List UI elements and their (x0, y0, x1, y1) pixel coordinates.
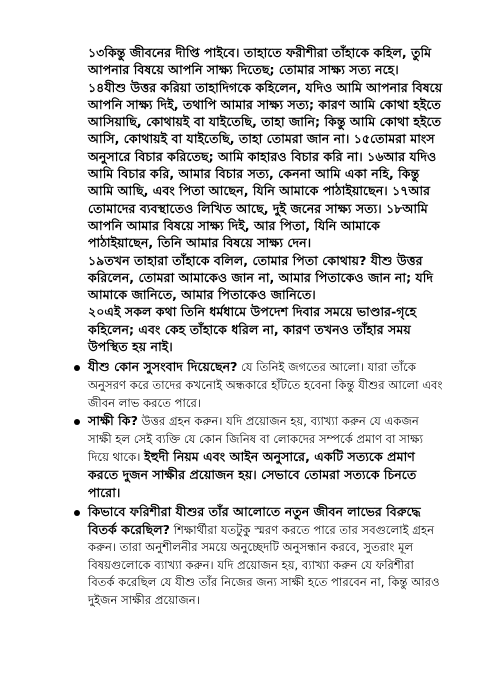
scripture-paragraph-3: ১৯তখন তাহারা তাঁহাকে বলিল, তোমার পিতা কোথায়? যীশু উত্তর করিলেন, তোমরা আমাকেও জান না, আমার পিতাকেও জান না; যদি আমাকে জানিতে, আমার পিতাকেও জানিতে। (88, 252, 433, 303)
scripture-paragraph-2: ১৪যীশু উত্তর করিয়া তাহাদিগকে কহিলেন, যদিও আমি আপনার বিষয়ে আপনি সাক্ষ্য দিই, তথাপি আমার সাক্ষ্য সত্য; কারণ আমি কোথা হইতে আসিয়াছি, কোথায়ই বা যাইতেছি, তাহা জানি; কিন্তু আমি কোথা হইতে আসি, কোথায়ই বা যাইতেছি, তাহা তোমরা জান না। ১৫তোমরা মাংস অনুসারে বিচার করিতেছ; আমি কাহারও বিচার করি না। ১৬আর যদিও আমি বিচার করি, আমার বিচার সত্য, কেননা আমি একা নহি, কিন্তু আমি আছি, এবং পিতা আছেন, যিনি আমাকে পাঠাইয়াছেন। ১৭আর তোমাদের ব্যবস্থাতেও লিখিত আছে, দুই জনের সাক্ষ্য সত্য। ১৮আমি আপনি আমার বিষয়ে সাক্ষ্য দিই, আর পিতা, যিনি আমাকে পাঠাইয়াছেন, তিনি আমার বিষয়ে সাক্ষ্য দেন। (88, 79, 443, 251)
answer-text: উত্তর গ্রহন করুন। যদি প্রয়োজন হয়, ব্যাখ্যা করুন যে একজন সাক্ষী হল সেই ব্যক্তি যে কোন জিনিষ বা লোকদের সম্পর্কে প্রমাণ বা সাক্ষ্য দিয়ে থাকে। (88, 414, 423, 464)
discussion-question-item (88, 412, 443, 502)
scripture-paragraph-1: ১৩কিন্তু জীবনের দীপ্তি পাইবে। তাহাতে ফরীশীরা তাঁহাকে কহিল, তুমি আপনার বিষয়ে আপনি সাক্ষ্য দিতেছ; তোমার সাক্ষ্য সত্য নহে। (88, 45, 432, 78)
answer-text: যে তিনিই জগতের আলো। যারা তাঁকে অনুসরণ করে তাদের কখনোই অন্ধকারে হাঁটতে হবেনা কিন্তু যীশুর আলো এবং জীবন লাভ করতে পারে। (88, 360, 443, 410)
discussion-question-item (88, 503, 443, 610)
question-text: সাক্ষী কি? (88, 413, 138, 429)
question-text: যীশু কোন সুসংবাদ দিয়েছেন? (88, 359, 238, 375)
emphasis-text: ইহুদী নিয়ম এবং আইন অনুসারে, একটি সত্যকে প্রমাণ করতে দুজন সাক্ষীর প্রয়োজন হয়। সেভাবে তোমরা সত্যকে চিনতে পারো। (88, 448, 417, 501)
bullet-dot-icon (74, 365, 80, 371)
bullet-dot-icon (74, 510, 80, 516)
discussion-questions-list (88, 358, 443, 609)
answer-text: শিক্ষার্থীরা যতটুকু স্মরণ করতে পারে তার সবগুলোই গ্রহন করুন। তারা অনুশীলনীর সময়ে অনুচ্ছেদটি অনুসন্ধান করবে, সুতরাং মূল বিষয়গুলোকে ব্যাখ্যা করুন। যদি প্রয়োজন হয়, ব্যাখ্যা করুন যে ফরিশীরা বিতর্ক করেছিল যে যীশু তাঁর নিজের জন্য সাক্ষী হতে পারবেন না, কিন্তু আরও দুইজন সাক্ষীর প্রয়োজন। (88, 523, 440, 608)
question-text: কিভাবে ফরিশীরা যীশুর তাঁর আলোতে নতুন জীবন লাভের বিরুদ্ধে বিতর্ক করেছিল? (88, 503, 421, 538)
discussion-question-item (88, 358, 443, 412)
bullet-dot-icon (74, 419, 80, 425)
scripture-paragraph-4: ২০এই সকল কথা তিনি ধর্মধামে উপদেশ দিবার সময়ে ভাণ্ডার-গৃহে কহিলেন; এবং কেহ তাঁহাকে ধরিল না, কারণ তখনও তাঁহার সময় উপস্থিত হয় নাই। (88, 304, 417, 355)
